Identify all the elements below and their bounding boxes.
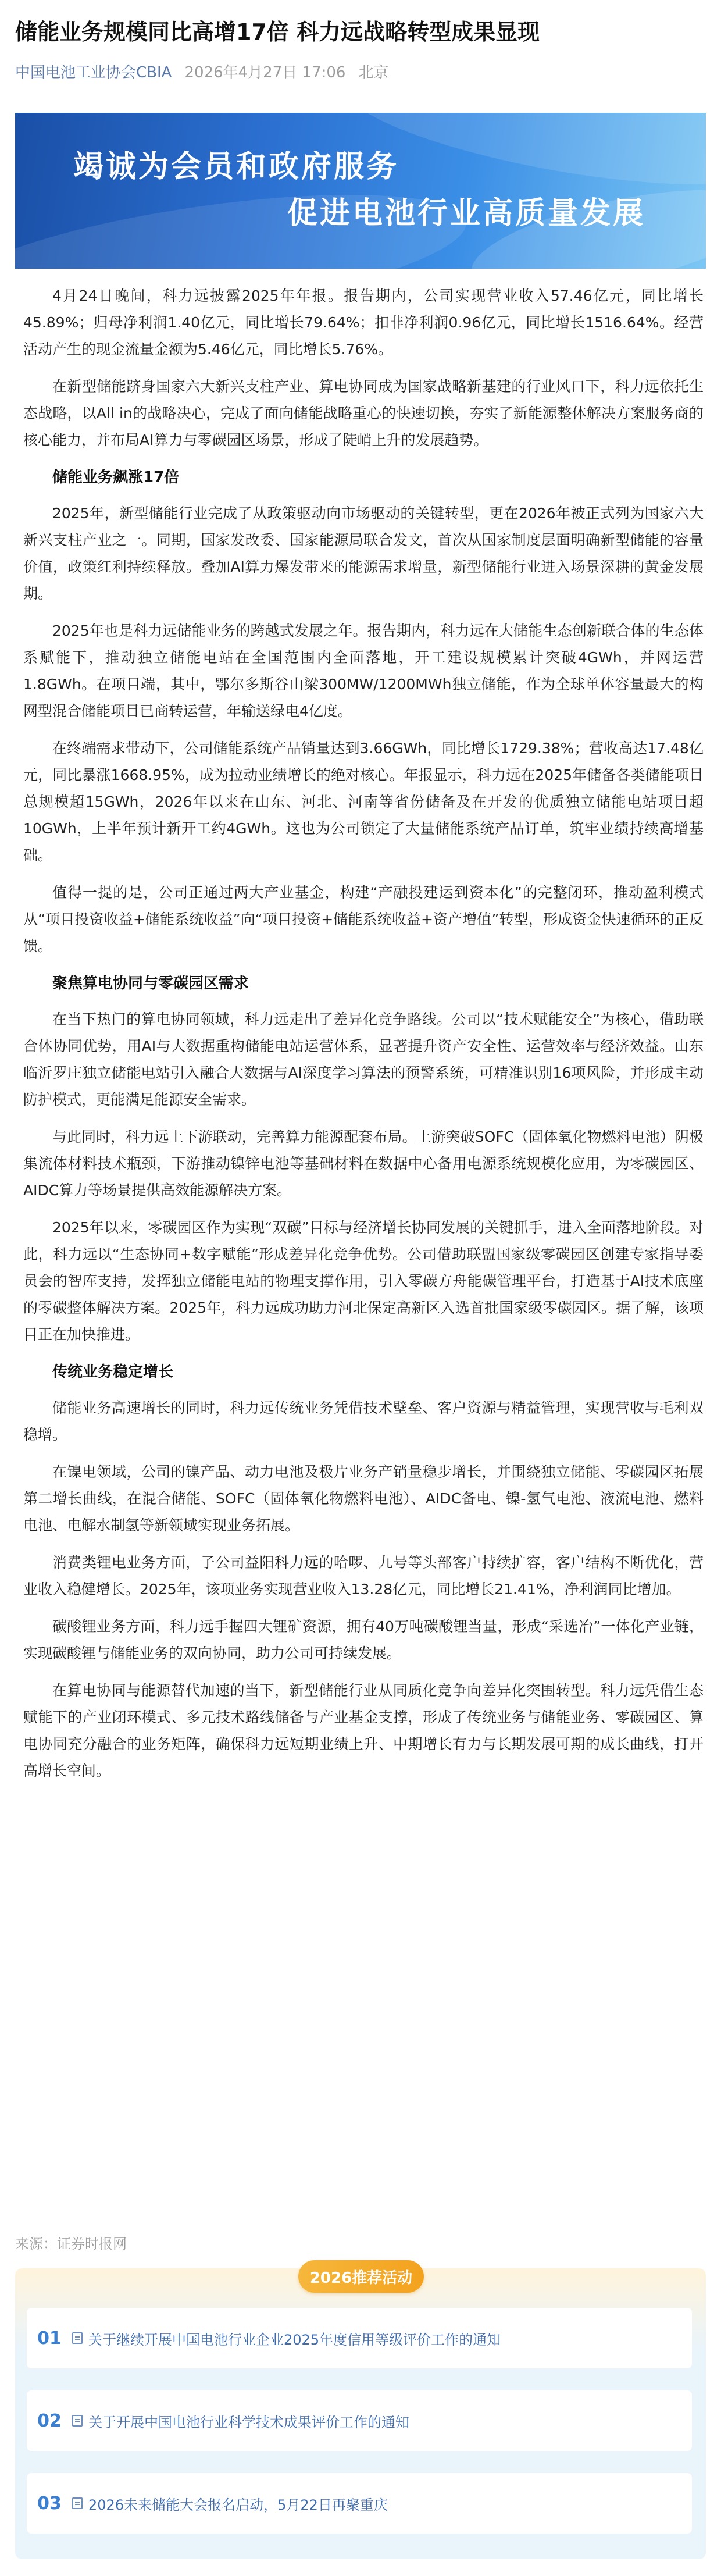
recommend-item[interactable] [27,2473,692,2534]
article-paragraph: 在镍电领域，公司的镍产品、动力电池及极片业务产销量稳步增长，并围绕独立储能、零碳园区拓展第二增长曲线，在混合储能、SOFC（固体氧化物燃料电池）、AIDC备电、镍-氢气电池、液流电池、燃料电池、电解水制氢等新领域实现业务拓展。 [23,1463,704,1534]
article-paragraph: 在新型储能跻身国家六大新兴支柱产业、算电协同成为国家战略新基建的行业风口下，科力远依托生态战略，以All in的战略决心，完成了面向储能战略重心的快速切换，夯实了新能源整体解决方案服务商的核心能力，并布局AI算力与零碳园区场景，形成了陡峭上升的发展趋势。 [23,378,704,448]
article-source-note: 来源：证券时报网 [15,2236,127,2252]
section-heading: 储能业务飙涨17倍 [52,469,180,486]
recommend-item-link[interactable]: 2026未来储能大会报名启动，5月22日再聚重庆 [88,2496,388,2513]
article-paragraph: 2025年，新型储能行业完成了从政策驱动向市场驱动的关键转型，更在2026年被正式列为国家六大新兴支柱产业之一。同期，国家发改委、国家能源局联合发文，首次从国家制度层面明确新型储能的容量价值，政策红利持续释放。叠加AI算力爆发带来的能源需求增量，新型储能行业进入场景深耕的黄金发展期。 [23,505,704,602]
document-icon [72,2497,83,2509]
recommend-item-number: 02 [37,2410,62,2431]
article-body [23,283,704,1795]
recommend-item-number: 01 [37,2328,62,2349]
article-paragraph: 在当下热门的算电协同领域，科力远走出了差异化竞争路线。公司以“技术赋能安全”为核心，借助联合体协同优势，用AI与大数据重构储能电站运营体系，显著提升资产安全性、运营效率与经济效益。山东临沂罗庄独立储能电站引入融合大数据与AI深度学习算法的预警系统，可精准识别16项风险，并形成主动防护模式，更能满足能源安全需求。 [23,1011,704,1108]
article-title: 储能业务规模同比高增17倍 科力远战略转型成果显现 [15,19,540,45]
article-paragraph: 在终端需求带动下，公司储能系统产品销量达到3.66GWh，同比增长1729.38%；营收高达17.48亿元，同比暴涨1668.95%，成为拉动业绩增长的绝对核心。年报显示，科力远在2025年储备各类储能项目总规模超15GWh，2026年以来在山东、河北、河南等省份储备及在开发的优质独立储能电站项目超10GWh，上半年预计新开工约4GWh。这也为公司锁定了大量储能系统产品订单，筑牢业绩持续高增基础。 [23,740,704,864]
recommend-item[interactable] [27,2308,692,2368]
section-heading: 传统业务稳定增长 [52,1363,174,1381]
article-location: 北京 [358,63,389,81]
article-paragraph: 碳酸锂业务方面，科力远手握四大锂矿资源，拥有40万吨碳酸锂当量，形成“采选冶”一体化产业链，实现碳酸锂与储能业务的双向协同，助力公司可持续发展。 [23,1618,704,1662]
recommend-item-link[interactable]: 关于开展中国电池行业科学技术成果评价工作的通知 [88,2414,409,2431]
recommend-badge: 2026推荐活动 [298,2260,424,2293]
article-paragraph: 储能业务高速增长的同时，科力远传统业务凭借技术壁垒、客户资源与精益管理，实现营收与毛利双稳增。 [23,1399,704,1443]
header-banner-image [15,113,706,269]
recommend-item[interactable] [27,2390,692,2451]
article-paragraph: 在算电协同与能源替代加速的当下，新型储能行业从同质化竞争向差异化突围转型。科力远凭借生态赋能下的产业闭环模式、多元技术路线储备与产业基金支撑，形成了传统业务与储能业务、零碳园区、算电协同充分融合的业务矩阵，确保科力远短期业绩上升、中期增长有力与长期发展可期的成长曲线，打开高增长空间。 [23,1682,704,1779]
banner-slogan-line2: 促进电池行业高质量发展 [287,196,646,231]
banner-slogan-line1: 竭诚为会员和政府服务 [73,149,399,184]
article-source-link[interactable]: 中国电池工业协会CBIA [15,63,172,81]
article-paragraph: 2025年以来，零碳园区作为实现“双碳”目标与经济增长协同发展的关键抓手，进入全面落地阶段。对此，科力远以“生态协同+数字赋能”形成差异化竞争优势。公司借助联盟国家级零碳园区创建专家指导委员会的智库支持，发挥独立储能电站的物理支撑作用，引入零碳方舟能碳管理平台，打造基于AI技术底座的零碳整体解决方案。2025年，科力远成功助力河北保定高新区入选首批国家级零碳园区。据了解，该项目正在加快推进。 [23,1219,704,1343]
document-icon [72,2415,83,2427]
article-paragraph: 与此同时，科力远上下游联动，完善算力能源配套布局。上游突破SOFC（固体氧化物燃料电池）阴极集流体材料技术瓶颈，下游推动镍锌电池等基础材料在数据中心备用电源系统规模化应用，为零碳园区、AIDC算力等场景提供高效能源解决方案。 [23,1128,704,1199]
article-paragraph: 4月24日晚间，科力远披露2025年年报。报告期内，公司实现营业收入57.46亿元，同比增长45.89%；归母净利润1.40亿元，同比增长79.64%；扣非净利润0.96亿元，同比增长1516.64%。经营活动产生的现金流量金额为5.46亿元，同比增长5.76%。 [23,287,704,358]
article-paragraph: 消费类锂电业务方面，子公司益阳科力远的哈啰、九号等头部客户持续扩容，客户结构不断优化，营业收入稳健增长。2025年，该项业务实现营业收入13.28亿元，同比增长21.41%，净利润同比增加。 [23,1554,704,1598]
article-date: 2026年4月27日 17:06 [184,63,346,81]
article-paragraph: 2025年也是科力远储能业务的跨越式发展之年。报告期内，科力远在大储能生态创新联合体的生态体系赋能下，推动独立储能电站在全国范围内全面落地，开工建设规模累计突破4GWh，并网运营1.8GWh。在项目端，其中，鄂尔多斯谷山梁300MW/1200MWh独立储能，作为全球单体容量最大的构网型混合储能项目已商转运营，年输送绿电4亿度。 [23,622,704,719]
recommend-item-link[interactable]: 关于继续开展中国电池行业企业2025年度信用等级评价工作的通知 [88,2331,501,2348]
section-heading: 聚焦算电协同与零碳园区需求 [52,975,249,992]
article-meta [15,59,388,83]
recommend-item-number: 03 [37,2493,62,2514]
document-icon [72,2332,83,2344]
article-paragraph: 值得一提的是，公司正通过两大产业基金，构建“产融投建运到资本化”的完整闭环，推动盈利模式从“项目投资收益+储能系统收益”向“项目投资+储能系统收益+资产增值”转型，形成资金快速循环的正反馈。 [23,884,704,954]
